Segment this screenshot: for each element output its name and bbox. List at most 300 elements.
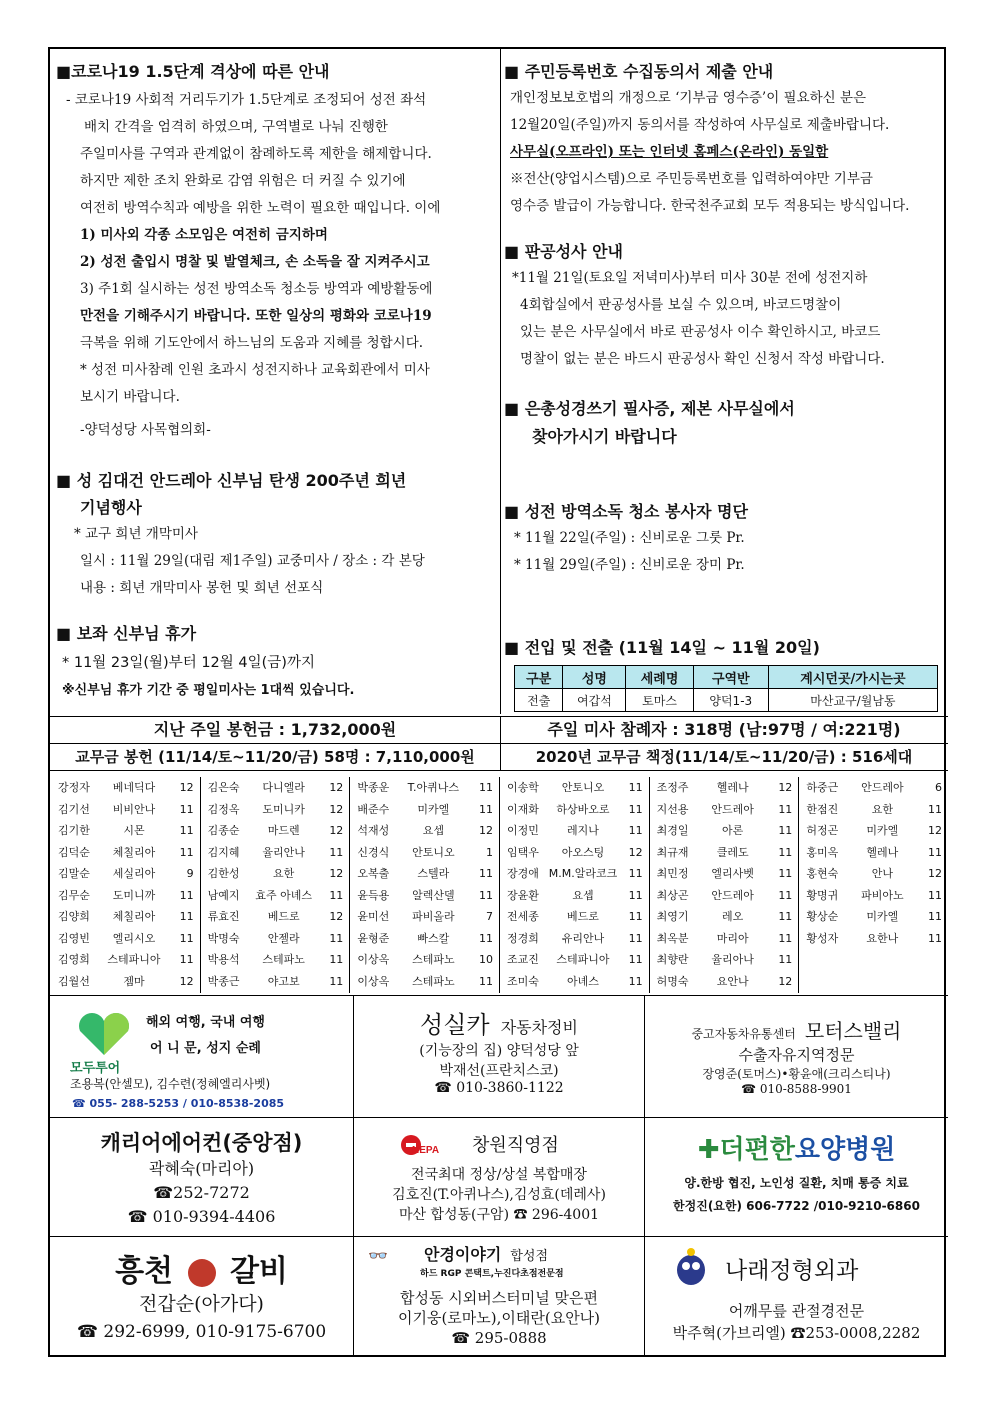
donor-months: 11 — [478, 781, 493, 794]
donor-row — [50, 928, 200, 950]
donor-months: 12 — [329, 824, 344, 837]
donor-months: 11 — [778, 888, 793, 902]
hospital-cross-icon: ✚ — [697, 1135, 720, 1165]
corona-line: 만전을 기해주시기 바랍니다. 또한 일상의 평화와 코로나19 — [80, 308, 432, 324]
ad-nepa — [354, 1119, 644, 1235]
jubilee-line: * 교구 희년 개막미사 — [74, 526, 198, 542]
donor-name: 김말순 — [58, 867, 90, 880]
donor-row — [499, 842, 649, 864]
donor-name: 김양희 — [58, 910, 90, 923]
bible-title-line2: 찾아가시기 바랍니다 — [532, 427, 677, 446]
donor-baptismal-name: 스텔라 — [417, 867, 450, 880]
donor-name: 허정곤 — [806, 824, 839, 837]
cleaning-body — [514, 525, 745, 579]
bible-title-line1: ■ 은총성경쓰기 필사증, 제본 사무실에서 — [504, 399, 795, 418]
donor-name: 박종운 — [357, 781, 390, 794]
donor-months: 11 — [628, 974, 643, 988]
corona-line: 1) 미사외 각종 소모임은 여전히 금지하며 — [80, 227, 328, 243]
hospital-line2: 양.한방 협진, 노인성 질환, 치매 통증 치료 — [684, 1176, 909, 1190]
corona-line: 여전히 방역수칙과 예방을 위한 노력이 필요한 때입니다. 이에 — [80, 200, 441, 216]
donor-months: 12 — [778, 974, 793, 988]
donor-row — [200, 820, 350, 842]
donor-months: 11 — [478, 888, 493, 902]
clinic-title: 나래정형외과 — [725, 1258, 859, 1284]
confession-line: 있는 분은 사무실에서 바로 판공성사 이수 확인하시고, 바코드 — [520, 324, 881, 340]
donor-row — [499, 777, 649, 799]
donor-row — [349, 906, 499, 928]
donor-months: 11 — [179, 888, 194, 902]
donor-name: 김영희 — [58, 953, 90, 966]
donor-months: 11 — [927, 802, 942, 816]
donor-months: 11 — [329, 845, 344, 859]
donor-baptismal-name: 요셉 — [422, 824, 444, 837]
donor-name: 최경일 — [656, 824, 689, 837]
donor-column — [798, 777, 948, 993]
corona-line: 하지만 제한 조치 완화로 감염 위험은 더 커질 수 있기에 — [80, 173, 406, 189]
donor-months: 11 — [179, 910, 194, 923]
donor-name: 윤형준 — [357, 931, 390, 945]
donor-months: 12 — [329, 867, 344, 880]
donor-months: 11 — [329, 931, 344, 945]
donor-row — [649, 949, 799, 971]
donor-row — [349, 928, 499, 950]
donor-months: 11 — [927, 931, 942, 945]
moving-cell: 여갑석 — [563, 689, 626, 712]
glasses-sub: 합성점 — [510, 1249, 549, 1264]
donor-baptismal-name: 다니엘라 — [262, 781, 305, 794]
donor-baptismal-name: 요한 — [871, 802, 893, 816]
donor-months: 10 — [478, 953, 493, 966]
ads-row-rule-2 — [50, 1236, 948, 1237]
donor-baptismal-name: 도미니까 — [112, 888, 156, 902]
donor-baptismal-name: 엘리시오 — [112, 931, 156, 945]
confession-body — [512, 265, 944, 373]
donor-baptismal-name: 알렉산델 — [412, 888, 455, 902]
cleaning-title: ■ 성전 방역소독 청소 봉사자 명단 — [504, 502, 748, 521]
donor-months: 11 — [179, 845, 194, 859]
donor-name: 석재성 — [357, 824, 390, 837]
donor-name: 김월선 — [58, 974, 90, 988]
donor-baptismal-name: 스테파노 — [262, 953, 305, 966]
moving-cell: 양덕1-3 — [693, 689, 768, 712]
donor-column — [200, 777, 351, 993]
donor-name: 김한성 — [207, 867, 240, 880]
donor-row — [200, 885, 350, 907]
hospital-title2: 요양병원 — [794, 1135, 896, 1165]
donor-name: 박종근 — [207, 974, 240, 988]
donor-row — [349, 842, 499, 864]
donor-name: 이상옥 — [357, 953, 390, 966]
donor-row — [50, 820, 200, 842]
donor-row — [499, 971, 649, 993]
donor-months: 11 — [329, 974, 344, 988]
bible-title — [504, 395, 795, 451]
donor-row — [499, 799, 649, 821]
tour-line1: 해외 여행, 국내 여행 — [146, 1015, 265, 1030]
moving-header: 계시던곳/가시는곳 — [768, 666, 937, 689]
donor-baptismal-name: 스테파노 — [412, 953, 455, 966]
motor-line1: 중고자동차유통센터 — [691, 1027, 796, 1041]
donor-row — [349, 971, 499, 993]
donor-baptismal-name: 마드렌 — [267, 824, 300, 837]
donor-months: 11 — [628, 910, 643, 923]
glasses-line2: 합성동 시외버스터미널 맞은편 — [400, 1289, 598, 1307]
car-title: 성실카 — [420, 1011, 490, 1039]
donor-row — [798, 863, 948, 885]
donor-months: 11 — [179, 953, 194, 966]
donor-baptismal-name: 레오 — [722, 910, 744, 923]
donor-baptismal-name: 엘리사벳 — [711, 867, 754, 880]
nepa-brand: NEPA — [412, 1145, 440, 1156]
motor-brand: 모터스밸리 — [804, 1019, 902, 1043]
donor-name: 신경식 — [357, 845, 390, 859]
donor-row — [200, 971, 350, 993]
corona-line: - 코로나19 사회적 거리두기가 1.5단계로 조정되어 성전 좌석 — [66, 92, 427, 108]
donor-baptismal-name: 안나 — [871, 867, 893, 880]
donor-name: 김기선 — [58, 802, 90, 816]
donor-row — [798, 906, 948, 928]
donor-baptismal-name: 헬레나 — [866, 845, 899, 859]
clinic-line2: 어깨무릎 관절경전문 — [728, 1302, 865, 1320]
ad-hospital — [645, 1119, 948, 1235]
donor-months: 11 — [628, 824, 643, 837]
donor-months: 11 — [179, 824, 194, 837]
mascot-icon — [675, 1248, 707, 1286]
donor-name: 장경애 — [507, 867, 539, 880]
donor-row — [200, 906, 350, 928]
donor-baptismal-name: 시몬 — [123, 824, 145, 837]
hospital-title1: 더편한 — [719, 1135, 795, 1165]
corona-line: 2) 성전 출입시 명찰 및 발열체크, 손 소독을 잘 지켜주시고 — [80, 254, 430, 270]
donor-row — [50, 885, 200, 907]
donor-baptismal-name: 안토니오 — [561, 781, 605, 794]
corona-line: 배치 간격을 엄격히 하였으며, 구역별로 나눠 진행한 — [84, 119, 388, 135]
donor-months: 11 — [628, 802, 643, 816]
donor-name: 오복출 — [357, 867, 390, 880]
aircon-phone2: ☎ 010-9394-4406 — [127, 1207, 276, 1226]
donor-row — [50, 777, 200, 799]
motor-line2: 수출자유지역정문 — [738, 1046, 855, 1064]
moving-cell: 토마스 — [626, 689, 693, 712]
donor-name: 김영빈 — [58, 931, 90, 945]
donor-name: 정경희 — [507, 931, 539, 945]
donor-months: 11 — [628, 867, 643, 880]
vacation-line: * 11월 23일(월)부터 12월 4일(금)까지 — [62, 655, 315, 671]
donor-name: 김은숙 — [207, 781, 240, 794]
donor-row — [50, 906, 200, 928]
donor-baptismal-name: M.M.알라코크 — [548, 867, 618, 880]
donor-row — [649, 906, 799, 928]
donor-months: 12 — [778, 781, 793, 794]
resident-line: 사무실(오프라인) 또는 인터넷 홈페스(온라인) 동일함 — [510, 144, 829, 160]
donor-baptismal-name: 미카엘 — [866, 910, 899, 923]
attendance-total: 주일 미사 참례자 : 318명 (남:97명 / 여:221명) — [547, 720, 901, 739]
donor-months: 11 — [628, 931, 643, 945]
donor-baptismal-name: 요안나 — [716, 974, 749, 988]
donor-baptismal-name: 비비안나 — [112, 802, 156, 816]
resident-body — [510, 85, 946, 220]
donor-months: 11 — [778, 931, 793, 945]
corona-sign: -양덕성당 사목협의회- — [80, 422, 211, 438]
donor-name: 황상순 — [806, 910, 839, 923]
donor-months: 12 — [179, 781, 194, 794]
ads-top-rule — [50, 995, 948, 996]
jubilee-line: 내용 : 희년 개막미사 봉헌 및 희년 선포식 — [80, 580, 324, 596]
donor-name: 홍미옥 — [806, 845, 839, 859]
motor-phone: ☎ 010-8588-9901 — [741, 1082, 852, 1096]
donor-row — [349, 885, 499, 907]
donor-baptismal-name: 율리아나 — [711, 953, 754, 966]
diocesan-offering: 교무금 봉헌 (11/14/토~11/20/금) 58명 : 7,110,000원 — [75, 748, 475, 766]
confession-title: ■ 판공성사 안내 — [504, 242, 623, 261]
donor-months: 11 — [778, 953, 793, 966]
donor-row — [499, 949, 649, 971]
donor-row — [200, 949, 350, 971]
donor-row — [200, 777, 350, 799]
donor-months: 11 — [478, 802, 493, 816]
donor-months: 11 — [478, 931, 493, 945]
corona-line: 보시기 바랍니다. — [80, 389, 180, 405]
donor-baptismal-name: 젬마 — [123, 974, 145, 988]
donor-row — [649, 863, 799, 885]
resident-line: ※전산(양업시스템)으로 주민등록번호를 입력하여야만 기부금 — [510, 171, 873, 187]
donor-row — [50, 842, 200, 864]
donor-name: 남예지 — [207, 888, 240, 902]
donor-baptismal-name: 스테파노 — [412, 974, 455, 988]
donor-row — [50, 863, 200, 885]
donor-row — [649, 842, 799, 864]
donor-name: 최향란 — [656, 953, 689, 966]
donor-grid — [50, 777, 948, 993]
donor-name: 최민정 — [656, 867, 689, 880]
moving-cell: 전출 — [515, 689, 563, 712]
donor-name: 이재화 — [507, 802, 539, 816]
donor-row — [349, 863, 499, 885]
resident-line: 영수증 발급이 가능합니다. 한국천주교회 모두 적용되는 방식입니다. — [510, 198, 910, 214]
donor-row — [200, 863, 350, 885]
glasses-title: 안경이야기 — [424, 1245, 502, 1264]
car-line2: (기능장의 집) 양덕성당 앞 — [419, 1043, 579, 1059]
donor-name: 임택우 — [507, 845, 539, 859]
donor-row — [798, 799, 948, 821]
bulletin-page — [48, 47, 946, 1357]
donor-name: 지선용 — [656, 802, 689, 816]
donor-column — [499, 777, 650, 993]
corona-line: 주일미사를 구역과 관계없이 참례하도록 제한을 해제합니다. — [80, 146, 432, 162]
summary-divider — [500, 716, 501, 771]
donor-row — [798, 777, 948, 799]
donor-row — [349, 799, 499, 821]
donor-baptismal-name: 안드레아 — [711, 802, 754, 816]
car-line3: 박재선(프란치스코) — [439, 1063, 559, 1079]
ad-glasses — [354, 1238, 644, 1356]
donor-name: 조정주 — [656, 781, 689, 794]
donor-name: 강정자 — [58, 781, 90, 794]
donor-baptismal-name: 안드레아 — [861, 781, 904, 794]
heart-logo-icon — [74, 1011, 134, 1057]
donor-row — [349, 949, 499, 971]
donor-row — [499, 906, 649, 928]
donor-column — [50, 777, 201, 993]
donor-name: 윤득용 — [357, 888, 390, 902]
hospital-line3: 한정진(요한) 606-7722 /010-9210-6860 — [673, 1199, 920, 1213]
donor-months: 11 — [778, 802, 793, 816]
donor-name: 박용석 — [207, 953, 240, 966]
donor-baptismal-name: 파비올라 — [412, 910, 455, 923]
ad-clinic — [645, 1238, 948, 1356]
donor-name: 황명귀 — [806, 888, 839, 902]
donor-baptismal-name: 클레도 — [716, 845, 749, 859]
confession-line: 명찰이 없는 분은 바드시 판공성사 확인 신청서 작성 바랍니다. — [520, 351, 885, 367]
donor-months: 12 — [329, 781, 344, 794]
jubilee-line: 일시 : 11월 29일(대림 제1주일) 교중미사 / 장소 : 각 본당 — [80, 553, 425, 569]
galbi-title1: 흥천 — [115, 1254, 174, 1289]
aircon-title: 캐리어에어컨(중앙점) — [100, 1131, 303, 1155]
donor-baptismal-name: 요한나 — [866, 931, 899, 945]
cleaning-line: * 11월 29일(주일) : 신비로운 장미 Pr. — [514, 557, 745, 573]
donor-row — [349, 820, 499, 842]
vacation-title: ■ 보좌 신부님 휴가 — [56, 624, 197, 643]
donor-baptismal-name: 베네딕다 — [112, 781, 156, 794]
donor-name: 김정옥 — [207, 802, 240, 816]
aircon-contact: 곽혜숙(마리아) — [148, 1159, 255, 1178]
moving-header: 성명 — [563, 666, 626, 689]
ad-car-repair — [354, 997, 644, 1115]
donor-baptismal-name: 체칠리아 — [112, 845, 156, 859]
jubilee-title-line2: 기념행사 — [80, 498, 142, 517]
donor-row — [50, 799, 200, 821]
donor-column — [349, 777, 500, 993]
corona-line: * 성전 미사참례 인원 초과시 성전지하나 교육회관에서 미사 — [80, 362, 430, 378]
donor-name: 배준수 — [357, 802, 390, 816]
tour-line2: 어 니 문, 성지 순례 — [150, 1041, 261, 1056]
donor-baptismal-name: 스테파니아 — [107, 953, 161, 966]
donor-name: 김기한 — [58, 824, 90, 837]
donor-baptismal-name: 미카엘 — [866, 824, 899, 837]
donor-baptismal-name: 베드로 — [567, 910, 599, 923]
ad-carrier-aircon — [50, 1119, 353, 1235]
donor-months: 11 — [179, 931, 194, 945]
donor-months: 11 — [478, 974, 493, 988]
donor-name: 이정민 — [507, 824, 539, 837]
donor-baptismal-name: 도미니카 — [262, 802, 305, 816]
donor-months: 7 — [485, 910, 493, 923]
jubilee-title-line1: ■ 성 김대건 안드레아 신부님 탄생 200주년 희년 — [56, 471, 407, 490]
tour-phone: ☎ 055- 288-5253 / 010-8538-2085 — [72, 1097, 285, 1110]
jubilee-body — [74, 521, 425, 602]
donor-name: 박명숙 — [207, 931, 240, 945]
nepa-title: 창원직영점 — [472, 1135, 559, 1156]
donor-name: 김종순 — [207, 824, 240, 837]
donor-name: 류효진 — [207, 910, 240, 923]
donor-baptismal-name: 헬레나 — [716, 781, 749, 794]
modutour-brand: 모두투어 — [70, 1060, 121, 1075]
donor-row — [349, 777, 499, 799]
donor-months: 12 — [927, 867, 942, 880]
donor-name: 한점진 — [806, 802, 839, 816]
donor-baptismal-name: 아녜스 — [567, 974, 599, 988]
corona-body — [66, 87, 496, 444]
car-subtitle: 자동차정비 — [500, 1018, 578, 1037]
donor-name: 허명숙 — [656, 974, 689, 988]
moving-title: ■ 전입 및 전출 (11월 14일 ~ 11월 20일) — [504, 638, 820, 657]
corona-line: 3) 주1회 실시하는 성전 방역소독 청소등 방역과 예방활동에 — [80, 281, 433, 297]
donor-baptismal-name: 효주 아녜스 — [255, 888, 312, 902]
donor-months: 9 — [186, 867, 194, 880]
resident-line: 개인정보보호법의 개정으로 ‘기부금 영수증’이 필요하신 분은 — [510, 90, 867, 106]
donor-baptismal-name: 요한 — [273, 867, 295, 880]
offering-total: 지난 주일 봉헌금 : 1,732,000원 — [153, 720, 397, 739]
donor-row — [798, 842, 948, 864]
donor-months: 11 — [329, 953, 344, 966]
aircon-phone1: ☎252-7272 — [153, 1183, 250, 1202]
donor-months: 11 — [778, 845, 793, 859]
moving-header: 구분 — [515, 666, 563, 689]
galbi-phone: ☎ 292-6999, 010-9175-6700 — [76, 1322, 327, 1342]
donor-months: 1 — [485, 845, 493, 859]
corona-line: 극복을 위해 기도안에서 하느님의 도움과 지혜를 청합시다. — [80, 335, 424, 351]
vacation-line: ※신부님 휴가 기간 중 평일미사는 1대씩 있습니다. — [62, 683, 355, 698]
donor-row — [798, 928, 948, 950]
nepa-line3: 김호진(T.아퀴나스),김성효(데레사) — [392, 1187, 606, 1203]
donor-baptismal-name: 요셉 — [572, 888, 594, 902]
donor-row — [50, 971, 200, 993]
donor-row — [649, 928, 799, 950]
resident-title: ■ 주민등록번호 수집동의서 제출 안내 — [504, 62, 774, 81]
donor-baptismal-name: 안젤라 — [267, 931, 300, 945]
moving-header: 세례명 — [626, 666, 693, 689]
donor-name: 최영기 — [656, 910, 689, 923]
moving-cell: 마산교구/월남동 — [768, 689, 937, 712]
donor-baptismal-name: 안드레아 — [711, 888, 754, 902]
clinic-line3: 박주혁(가브리엘) ☎253-0008,2282 — [672, 1324, 921, 1342]
car-phone: ☎ 010-3860-1122 — [434, 1080, 564, 1096]
donor-baptismal-name: 하상바오로 — [556, 802, 610, 816]
donor-name: 윤미선 — [357, 910, 390, 923]
column-divider — [500, 49, 501, 714]
donor-months: 11 — [778, 824, 793, 837]
donor-months: 11 — [927, 910, 942, 923]
ad-modutour — [50, 997, 353, 1115]
donor-months: 11 — [628, 781, 643, 794]
donor-row — [649, 777, 799, 799]
donor-name: 최규재 — [656, 845, 689, 859]
resident-line: 12월20일(주일)까지 동의서를 작성하여 사무실로 제출바랍니다. — [510, 117, 890, 133]
donor-name: 김덕순 — [58, 845, 90, 859]
donor-name: 하중근 — [806, 781, 839, 794]
tour-contact-name: 조용복(안셀모), 김수련(정혜엘리사벳) — [70, 1077, 271, 1091]
donor-row — [798, 885, 948, 907]
cleaning-line: * 11월 22일(주일) : 신비로운 그룻 Pr. — [514, 530, 745, 546]
donor-name: 이송학 — [507, 781, 539, 794]
confession-line: 4회합실에서 판공성사를 보실 수 있으며, 바코드명찰이 — [520, 297, 842, 313]
donor-baptismal-name: 세실리아 — [112, 867, 156, 880]
donor-months: 11 — [478, 867, 493, 880]
glasses-phone: ☎ 295-0888 — [451, 1329, 547, 1347]
glasses-icon: 👓 — [368, 1246, 388, 1265]
donor-baptismal-name: T.아퀴나스 — [407, 781, 460, 794]
moving-table — [514, 665, 938, 712]
donor-row — [200, 928, 350, 950]
donor-baptismal-name: 유리안나 — [561, 931, 605, 945]
donor-row — [649, 971, 799, 993]
donor-name: 조교진 — [507, 953, 539, 966]
donor-name: 이상옥 — [357, 974, 390, 988]
donor-row — [499, 820, 649, 842]
diocesan-assessment: 2020년 교무금 책정(11/14/토~11/20/금) : 516세대 — [535, 748, 913, 766]
ad-galbi — [50, 1238, 353, 1356]
donor-baptismal-name: 스테파니아 — [556, 953, 610, 966]
